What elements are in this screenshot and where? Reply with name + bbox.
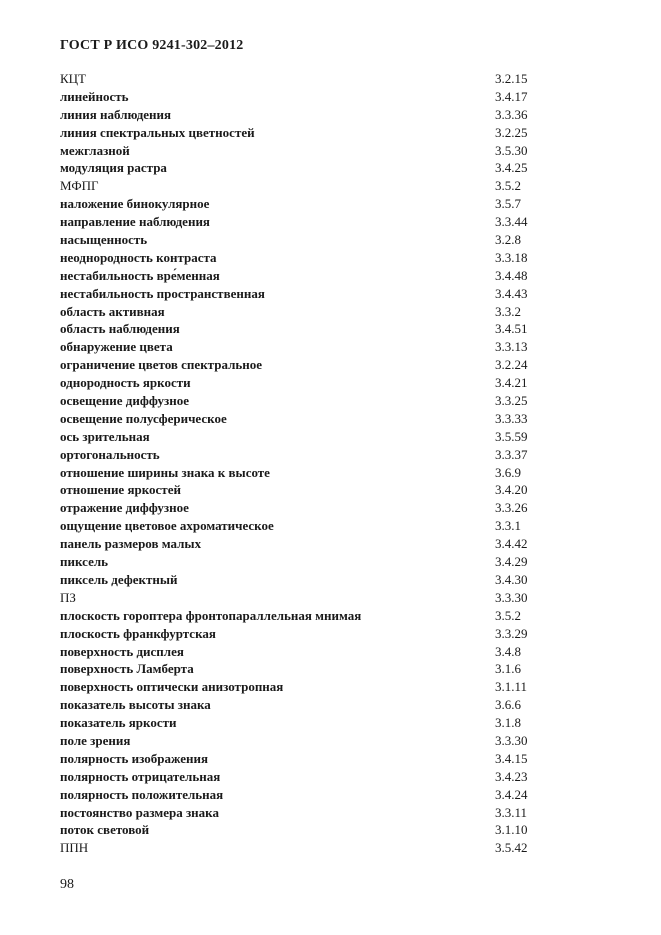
index-term: линия спектральных цветностей xyxy=(60,124,255,140)
index-reference: 3.1.8 xyxy=(495,715,521,731)
index-entry xyxy=(60,428,560,446)
index-term: пиксель дефектный xyxy=(60,571,178,587)
index-entry xyxy=(60,535,560,553)
index-term: ограничение цветов спектральное xyxy=(60,357,262,373)
index-entry xyxy=(60,786,560,804)
index-term: насыщенность xyxy=(60,232,148,248)
index-term: нестабильность пространственная xyxy=(60,285,265,301)
index-reference: 3.4.23 xyxy=(495,768,528,784)
index-term: плоскость гороптера фронтопараллельная мнимая xyxy=(60,607,362,623)
index-entry xyxy=(60,804,560,822)
index-reference: 3.3.37 xyxy=(495,446,528,462)
index-term: поверхность Ламберта xyxy=(60,661,194,677)
index-entry xyxy=(60,750,560,768)
index-term: ПЗ xyxy=(60,589,76,605)
index-reference: 3.3.2 xyxy=(495,303,521,319)
index-reference: 3.1.6 xyxy=(495,661,521,677)
index-term: МФПГ xyxy=(60,178,99,194)
index-reference: 3.3.18 xyxy=(495,249,528,265)
index-entry xyxy=(60,607,560,625)
index-reference: 3.6.6 xyxy=(495,697,521,713)
index-entry xyxy=(60,714,560,732)
index-term: ППН xyxy=(60,840,89,856)
index-term: ощущение цветовое ахроматическое xyxy=(60,518,274,534)
index-entry xyxy=(60,231,560,249)
index-entry xyxy=(60,410,560,428)
index-reference: 3.3.26 xyxy=(495,500,528,516)
index-reference: 3.5.59 xyxy=(495,428,528,444)
index-entry xyxy=(60,356,560,374)
index-term: поле зрения xyxy=(60,732,131,748)
index-entry xyxy=(60,195,560,213)
index-entry xyxy=(60,177,560,195)
index-term: панель размеров малых xyxy=(60,536,202,552)
index-reference: 3.3.11 xyxy=(495,804,528,820)
index-reference: 3.3.30 xyxy=(495,732,528,748)
index-term: отражение диффузное xyxy=(60,500,189,516)
index-entry xyxy=(60,839,560,857)
index-reference: 3.5.2 xyxy=(495,178,521,194)
index-term: неоднородность контраста xyxy=(60,249,217,265)
index-reference: 3.3.30 xyxy=(495,589,528,605)
index-entry xyxy=(60,464,560,482)
index-term: освещение полусферическое xyxy=(60,410,227,426)
index-reference: 3.4.48 xyxy=(495,267,528,283)
index-term: отношение ширины знака к высоте xyxy=(60,464,270,480)
index-term: пиксель xyxy=(60,554,109,570)
index-reference: 3.4.29 xyxy=(495,554,528,570)
index-term: полярность изображения xyxy=(60,750,209,766)
index-entry xyxy=(60,249,560,267)
document-header: ГОСТ Р ИСО 9241-302–2012 xyxy=(60,38,244,53)
index-entry xyxy=(60,732,560,750)
index-entry xyxy=(60,768,560,786)
index-term: поверхность дисплея xyxy=(60,643,184,659)
index-entry xyxy=(60,124,560,142)
index-entry xyxy=(60,70,560,88)
index-term: область активная xyxy=(60,303,165,319)
index-reference: 3.4.17 xyxy=(495,88,528,104)
index-entry xyxy=(60,625,560,643)
page-number: 98 xyxy=(60,877,74,892)
index-entry xyxy=(60,821,560,839)
index-entry xyxy=(60,589,560,607)
index-entry xyxy=(60,446,560,464)
index-reference: 3.5.2 xyxy=(495,607,521,623)
index-entry xyxy=(60,142,560,160)
index-term: направление наблюдения xyxy=(60,214,210,230)
index-reference: 3.4.15 xyxy=(495,750,528,766)
index-reference: 3.1.10 xyxy=(495,822,528,838)
index-entry xyxy=(60,338,560,356)
index-reference: 3.5.42 xyxy=(495,840,528,856)
index-reference: 3.5.7 xyxy=(495,196,521,212)
index-reference: 3.4.24 xyxy=(495,786,528,802)
index-reference: 3.3.1 xyxy=(495,518,521,534)
index-reference: 3.3.33 xyxy=(495,410,528,426)
index-entry xyxy=(60,660,560,678)
index-entry xyxy=(60,320,560,338)
index-entry xyxy=(60,267,560,285)
index-term: ортогональность xyxy=(60,446,160,462)
index-reference: 3.2.15 xyxy=(495,71,528,86)
index-entry xyxy=(60,643,560,661)
index-term: КЦТ xyxy=(60,71,86,86)
index-entry xyxy=(60,678,560,696)
index-term: освещение диффузное xyxy=(60,393,190,409)
index-entry xyxy=(60,481,560,499)
index-term: полярность отрицательная xyxy=(60,768,221,784)
index-entry xyxy=(60,392,560,410)
index-reference: 3.3.44 xyxy=(495,214,528,230)
index-term: ось зрительная xyxy=(60,428,150,444)
index-reference: 3.4.42 xyxy=(495,536,528,552)
index-term: постоянство размера знака xyxy=(60,804,219,820)
index-reference: 3.1.11 xyxy=(495,679,528,695)
index-entry xyxy=(60,285,560,303)
index-reference: 3.3.36 xyxy=(495,106,528,122)
index-term: плоскость франкфуртская xyxy=(60,625,216,641)
index-entry xyxy=(60,517,560,535)
index-term: поток световой xyxy=(60,822,150,838)
index-term: поверхность оптически анизотропная xyxy=(60,679,284,695)
index-term: линия наблюдения xyxy=(60,106,172,122)
index-term: отношение яркостей xyxy=(60,482,181,498)
index-entry xyxy=(60,696,560,714)
index-entry xyxy=(60,159,560,177)
index-entry xyxy=(60,571,560,589)
index-term: полярность положительная xyxy=(60,786,224,802)
index-reference: 3.3.29 xyxy=(495,625,528,641)
index-reference: 3.3.25 xyxy=(495,393,528,409)
index-entry xyxy=(60,303,560,321)
index-term: однородность яркости xyxy=(60,375,191,391)
index-term: нестабильность вре́менная xyxy=(60,267,220,283)
index-term: наложение бинокулярное xyxy=(60,196,210,212)
index-reference: 3.2.24 xyxy=(495,357,528,373)
index-reference: 3.4.51 xyxy=(495,321,528,337)
index-entry xyxy=(60,213,560,231)
index-reference: 3.2.8 xyxy=(495,232,521,248)
index-entry xyxy=(60,88,560,106)
index-reference: 3.4.20 xyxy=(495,482,528,498)
index-entry xyxy=(60,499,560,517)
term-index-list xyxy=(60,70,560,857)
index-reference: 3.4.43 xyxy=(495,285,528,301)
index-reference: 3.4.25 xyxy=(495,160,528,176)
index-reference: 3.5.30 xyxy=(495,142,528,158)
index-term: линейность xyxy=(60,88,129,104)
index-term: область наблюдения xyxy=(60,321,180,337)
index-reference: 3.6.9 xyxy=(495,464,521,480)
index-reference: 3.3.13 xyxy=(495,339,528,355)
index-term: межглазной xyxy=(60,142,130,158)
index-reference: 3.4.8 xyxy=(495,643,521,659)
index-term: показатель яркости xyxy=(60,715,177,731)
index-reference: 3.4.30 xyxy=(495,571,528,587)
index-reference: 3.2.25 xyxy=(495,124,528,140)
index-entry xyxy=(60,374,560,392)
index-term: модуляция растра xyxy=(60,160,167,176)
index-term: показатель высоты знака xyxy=(60,697,211,713)
index-entry xyxy=(60,106,560,124)
index-reference: 3.4.21 xyxy=(495,375,528,391)
index-term: обнаружение цвета xyxy=(60,339,173,355)
index-entry xyxy=(60,553,560,571)
